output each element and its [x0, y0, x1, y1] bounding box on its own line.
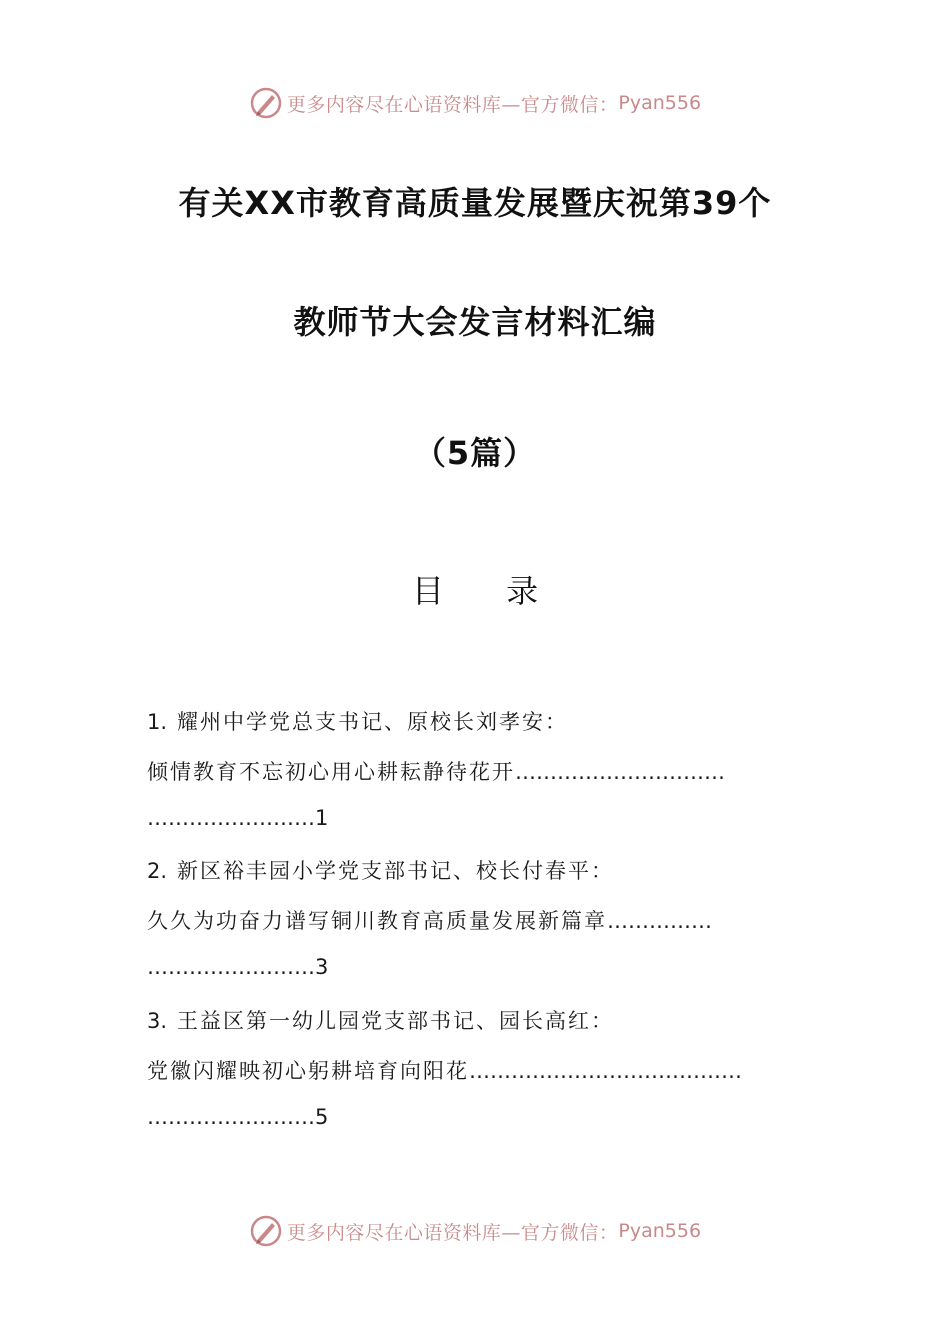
document-article-count: （5篇） [413, 434, 537, 472]
toc-item-3-page-line[interactable] [147, 1105, 807, 1129]
toc-item-topic: 党徽闪耀映初心躬耕培育向阳花 [147, 1059, 469, 1083]
toc-item-2-page-line[interactable] [147, 955, 807, 979]
watermark-text: 更多内容尽在心语资料库—官方微信： [286, 1221, 619, 1244]
toc-page-number: 5 [315, 1105, 329, 1129]
toc-item-topic: 久久为功奋力谱写铜川教育高质量发展新篇章 [147, 909, 607, 933]
toc-item-1-topic-line[interactable] [147, 756, 807, 786]
toc-leader-dots: …………………… [147, 1105, 315, 1129]
toc-item-number: 3. [147, 1009, 168, 1033]
toc-page-number: 1 [315, 806, 329, 830]
pen-logo-icon [249, 86, 283, 120]
document-title-line2: 教师节大会发言材料汇编 [293, 303, 657, 341]
toc-item-topic: 倾情教育不忘初心用心耕耘静待花开 [147, 760, 515, 784]
toc-leader-dots: ………………………………… [469, 1059, 742, 1083]
toc-leader-dots: …………………… [147, 806, 315, 830]
watermark-handle: Pyan556 [618, 1220, 702, 1242]
toc-item-2-author-line[interactable] [147, 855, 807, 885]
toc-item-2-topic-line[interactable] [147, 905, 807, 935]
toc-item-1-author-line[interactable] [147, 706, 807, 736]
toc-leader-dots: …………… [607, 909, 712, 933]
toc-heading: 目 录 [411, 572, 565, 610]
toc-leader-dots: ………………………… [515, 760, 725, 784]
footer-watermark [0, 1211, 950, 1251]
toc-item-author: 王益区第一幼儿园党支部书记、园长高红： [177, 1009, 615, 1033]
toc-item-3-topic-line[interactable] [147, 1055, 807, 1085]
toc-page-number: 3 [315, 955, 329, 979]
toc-item-number: 1. [147, 710, 168, 734]
pen-logo-icon [249, 1214, 283, 1248]
toc-item-3-author-line[interactable] [147, 1005, 807, 1035]
toc-leader-dots: …………………… [147, 955, 315, 979]
toc-item-author: 耀州中学党总支书记、原校长刘孝安： [177, 710, 569, 734]
document-title-line1: 有关XX市教育高质量发展暨庆祝第39个 [178, 184, 772, 222]
watermark-handle: Pyan556 [618, 92, 702, 114]
watermark-text: 更多内容尽在心语资料库—官方微信： [286, 93, 619, 116]
toc-item-1-page-line[interactable] [147, 806, 807, 830]
toc-item-author: 新区裕丰园小学党支部书记、校长付春平： [177, 859, 615, 883]
toc-item-number: 2. [147, 859, 168, 883]
header-watermark [0, 83, 950, 123]
